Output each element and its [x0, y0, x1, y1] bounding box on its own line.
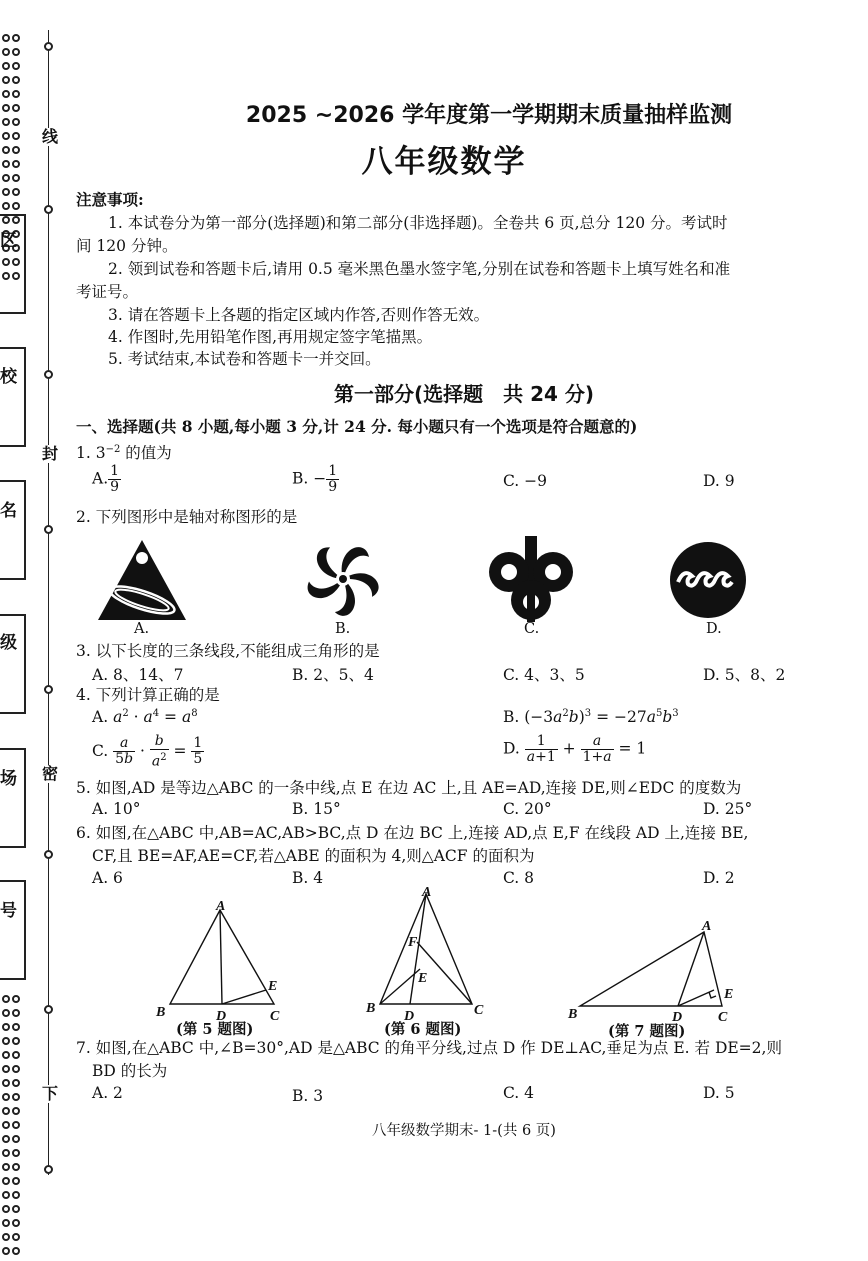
figure-6-isosceles-triangle — [362, 884, 492, 1024]
q1-option-d: D. 9 — [703, 472, 735, 490]
q7-option-c: C. 4 — [503, 1084, 535, 1102]
q5-option-b: B. 15° — [292, 800, 341, 818]
figure-5-equilateral-triangle — [150, 898, 290, 1024]
fig5-label-c: C — [270, 1009, 280, 1024]
exam-title: 2025 ~2026 学年度第一学期期末质量抽样监测 — [245, 103, 733, 128]
figure-7-right-triangle — [566, 914, 746, 1022]
fig6-label-d: D — [404, 1009, 415, 1024]
figure-7-caption: (第 7 题图) — [608, 1023, 686, 1040]
fig7-label-e: E — [724, 987, 734, 1002]
q2-label-d: D. — [706, 621, 722, 637]
notice-item: 考证号。 — [76, 283, 139, 301]
q7-option-d: D. 5 — [703, 1084, 735, 1102]
info-label-room: 场 — [0, 769, 17, 789]
notice-item: 4. 作图时,先用铅笔作图,再用规定签字笔描黑。 — [108, 328, 433, 346]
q2-label-c: C. — [524, 621, 540, 637]
q4-option-a: A. $a^2 \cdot a^4 = a^8$ — [92, 708, 198, 727]
q4-option-c: C. $\frac{a}{5b}$ · $\frac{b}{a^2}$ = $\frac{1}{5}$ — [92, 733, 203, 770]
q1-option-c: C. −9 — [503, 472, 548, 490]
q5-option-a: A. 10° — [92, 800, 141, 818]
q7-option-a: A. 2 — [92, 1084, 123, 1102]
part1-title: 第一部分(选择题 共 24 分) — [333, 382, 595, 406]
figure-6-caption: (第 6 题图) — [384, 1021, 462, 1038]
q6-option-d: D. 2 — [703, 869, 735, 887]
q6-stem-line2: CF,且 BE=AF,AE=CF,若△ABE 的面积为 4,则△ACF 的面积为 — [92, 847, 535, 865]
q2-figure-b-pinwheel — [300, 536, 386, 622]
q2-figure-c-circles — [485, 536, 577, 622]
q5-option-d: D. 25° — [703, 800, 753, 818]
page-footer: 八年级数学期末- 1-(共 6 页) — [372, 1123, 556, 1139]
q7-option-b: B. 3 — [292, 1087, 324, 1105]
figure-5-caption: (第 5 题图) — [176, 1021, 254, 1038]
q7-stem-line2: BD 的长为 — [92, 1062, 168, 1080]
info-box-room — [0, 748, 26, 848]
seal-char-mi: 密 — [42, 764, 59, 783]
q6-option-b: B. 4 — [292, 869, 324, 887]
fig7-label-d: D — [672, 1010, 683, 1022]
fig5-label-d: D — [216, 1009, 227, 1024]
q1-stem: 1. $3^{-2}$ 的值为 — [76, 444, 172, 463]
fig5-label-b: B — [156, 1005, 166, 1020]
q2-label-a: A. — [134, 621, 150, 637]
q6-stem-line1: 6. 如图,在△ABC 中,AB=AC,AB>BC,点 D 在边 BC 上,连接 AD,点 E,F 在线段 AD 上,连接 BE, — [76, 824, 749, 842]
info-label-class: 级 — [0, 633, 17, 653]
q4-option-d: D. $\frac{1}{a+1}$ + $\frac{a}{1+a}$ = 1 — [503, 733, 647, 765]
q5-stem: 5. 如图,AD 是等边△ABC 的一条中线,点 E 在边 AC 上,且 AE=AD,连接 DE,则∠EDC 的度数为 — [76, 779, 742, 797]
q4-option-b: B. $(-3a^2b)^3 = -27a^5b^3$ — [503, 708, 679, 727]
fig7-label-b: B — [568, 1007, 578, 1022]
fig6-label-b: B — [366, 1001, 376, 1016]
info-label-district: 区 — [0, 231, 17, 251]
part1-instruction: 一、选择题(共 8 小题,每小题 3 分,计 24 分. 每小题只有一个选项是符合题意的) — [76, 417, 638, 436]
subject-title: 八年级数学 — [361, 144, 527, 180]
notice-item: 2. 领到试卷和答题卡后,请用 0.5 毫米黑色墨水签字笔,分别在试卷和答题卡上填写姓名和准 — [108, 260, 731, 278]
fig5-label-e: E — [268, 979, 278, 994]
binding-strip — [0, 0, 68, 1227]
q3-option-c: C. 4、3、5 — [503, 666, 585, 684]
fig7-label-a: A — [702, 919, 712, 934]
q3-stem: 3. 以下长度的三条线段,不能组成三角形的是 — [76, 642, 380, 660]
fig6-label-c: C — [474, 1003, 484, 1018]
info-label-number: 号 — [0, 901, 17, 921]
q1-option-b: B. − $\frac{1}{9}$ — [292, 463, 338, 495]
info-label-school: 校 — [0, 367, 17, 387]
notice-heading: 注意事项: — [76, 190, 144, 209]
q2-label-b: B. — [335, 621, 351, 637]
q7-stem-line1: 7. 如图,在△ABC 中,∠B=30°,AD 是△ABC 的角平分线,过点 D 作 DE⊥AC,垂足为点 E. 若 DE=2,则 — [76, 1039, 782, 1057]
fig5-label-a: A — [216, 899, 226, 914]
q6-option-a: A. 6 — [92, 869, 123, 887]
q6-option-c: C. 8 — [503, 869, 535, 887]
notice-item: 3. 请在答题卡上各题的指定区域内作答,否则作答无效。 — [108, 306, 490, 324]
q2-figure-d-waves — [668, 540, 748, 620]
notice-item: 间 120 分钟。 — [76, 237, 178, 255]
notice-item: 1. 本试卷分为第一部分(选择题)和第二部分(非选择题)。全卷共 6 页,总分 120 分。考试时 — [108, 214, 728, 232]
q3-option-a: A. 8、14、7 — [92, 666, 184, 684]
q3-option-b: B. 2、5、4 — [292, 666, 374, 684]
q1-option-a: A. $\frac{1}{9}$ — [92, 463, 120, 495]
fig7-label-c: C — [718, 1010, 728, 1022]
fig6-label-f: F — [408, 935, 418, 950]
q3-option-d: D. 5、8、2 — [703, 666, 786, 684]
info-label-name: 名 — [0, 501, 17, 521]
q5-option-c: C. 20° — [503, 800, 552, 818]
info-box-name — [0, 480, 26, 580]
q2-figure-a-triangle — [96, 538, 188, 622]
q2-stem: 2. 下列图形中是轴对称图形的是 — [76, 508, 298, 526]
info-box-number — [0, 880, 26, 980]
fig6-label-e: E — [418, 971, 428, 986]
seal-char-feng: 封 — [42, 444, 59, 463]
seal-line — [42, 30, 59, 1180]
seal-char-xian: 线 — [42, 127, 59, 146]
notice-item: 5. 考试结束,本试卷和答题卡一并交回。 — [108, 350, 381, 368]
seal-char-xia: 下 — [42, 1084, 59, 1103]
fig6-label-a: A — [422, 885, 432, 900]
q4-stem: 4. 下列计算正确的是 — [76, 686, 220, 704]
